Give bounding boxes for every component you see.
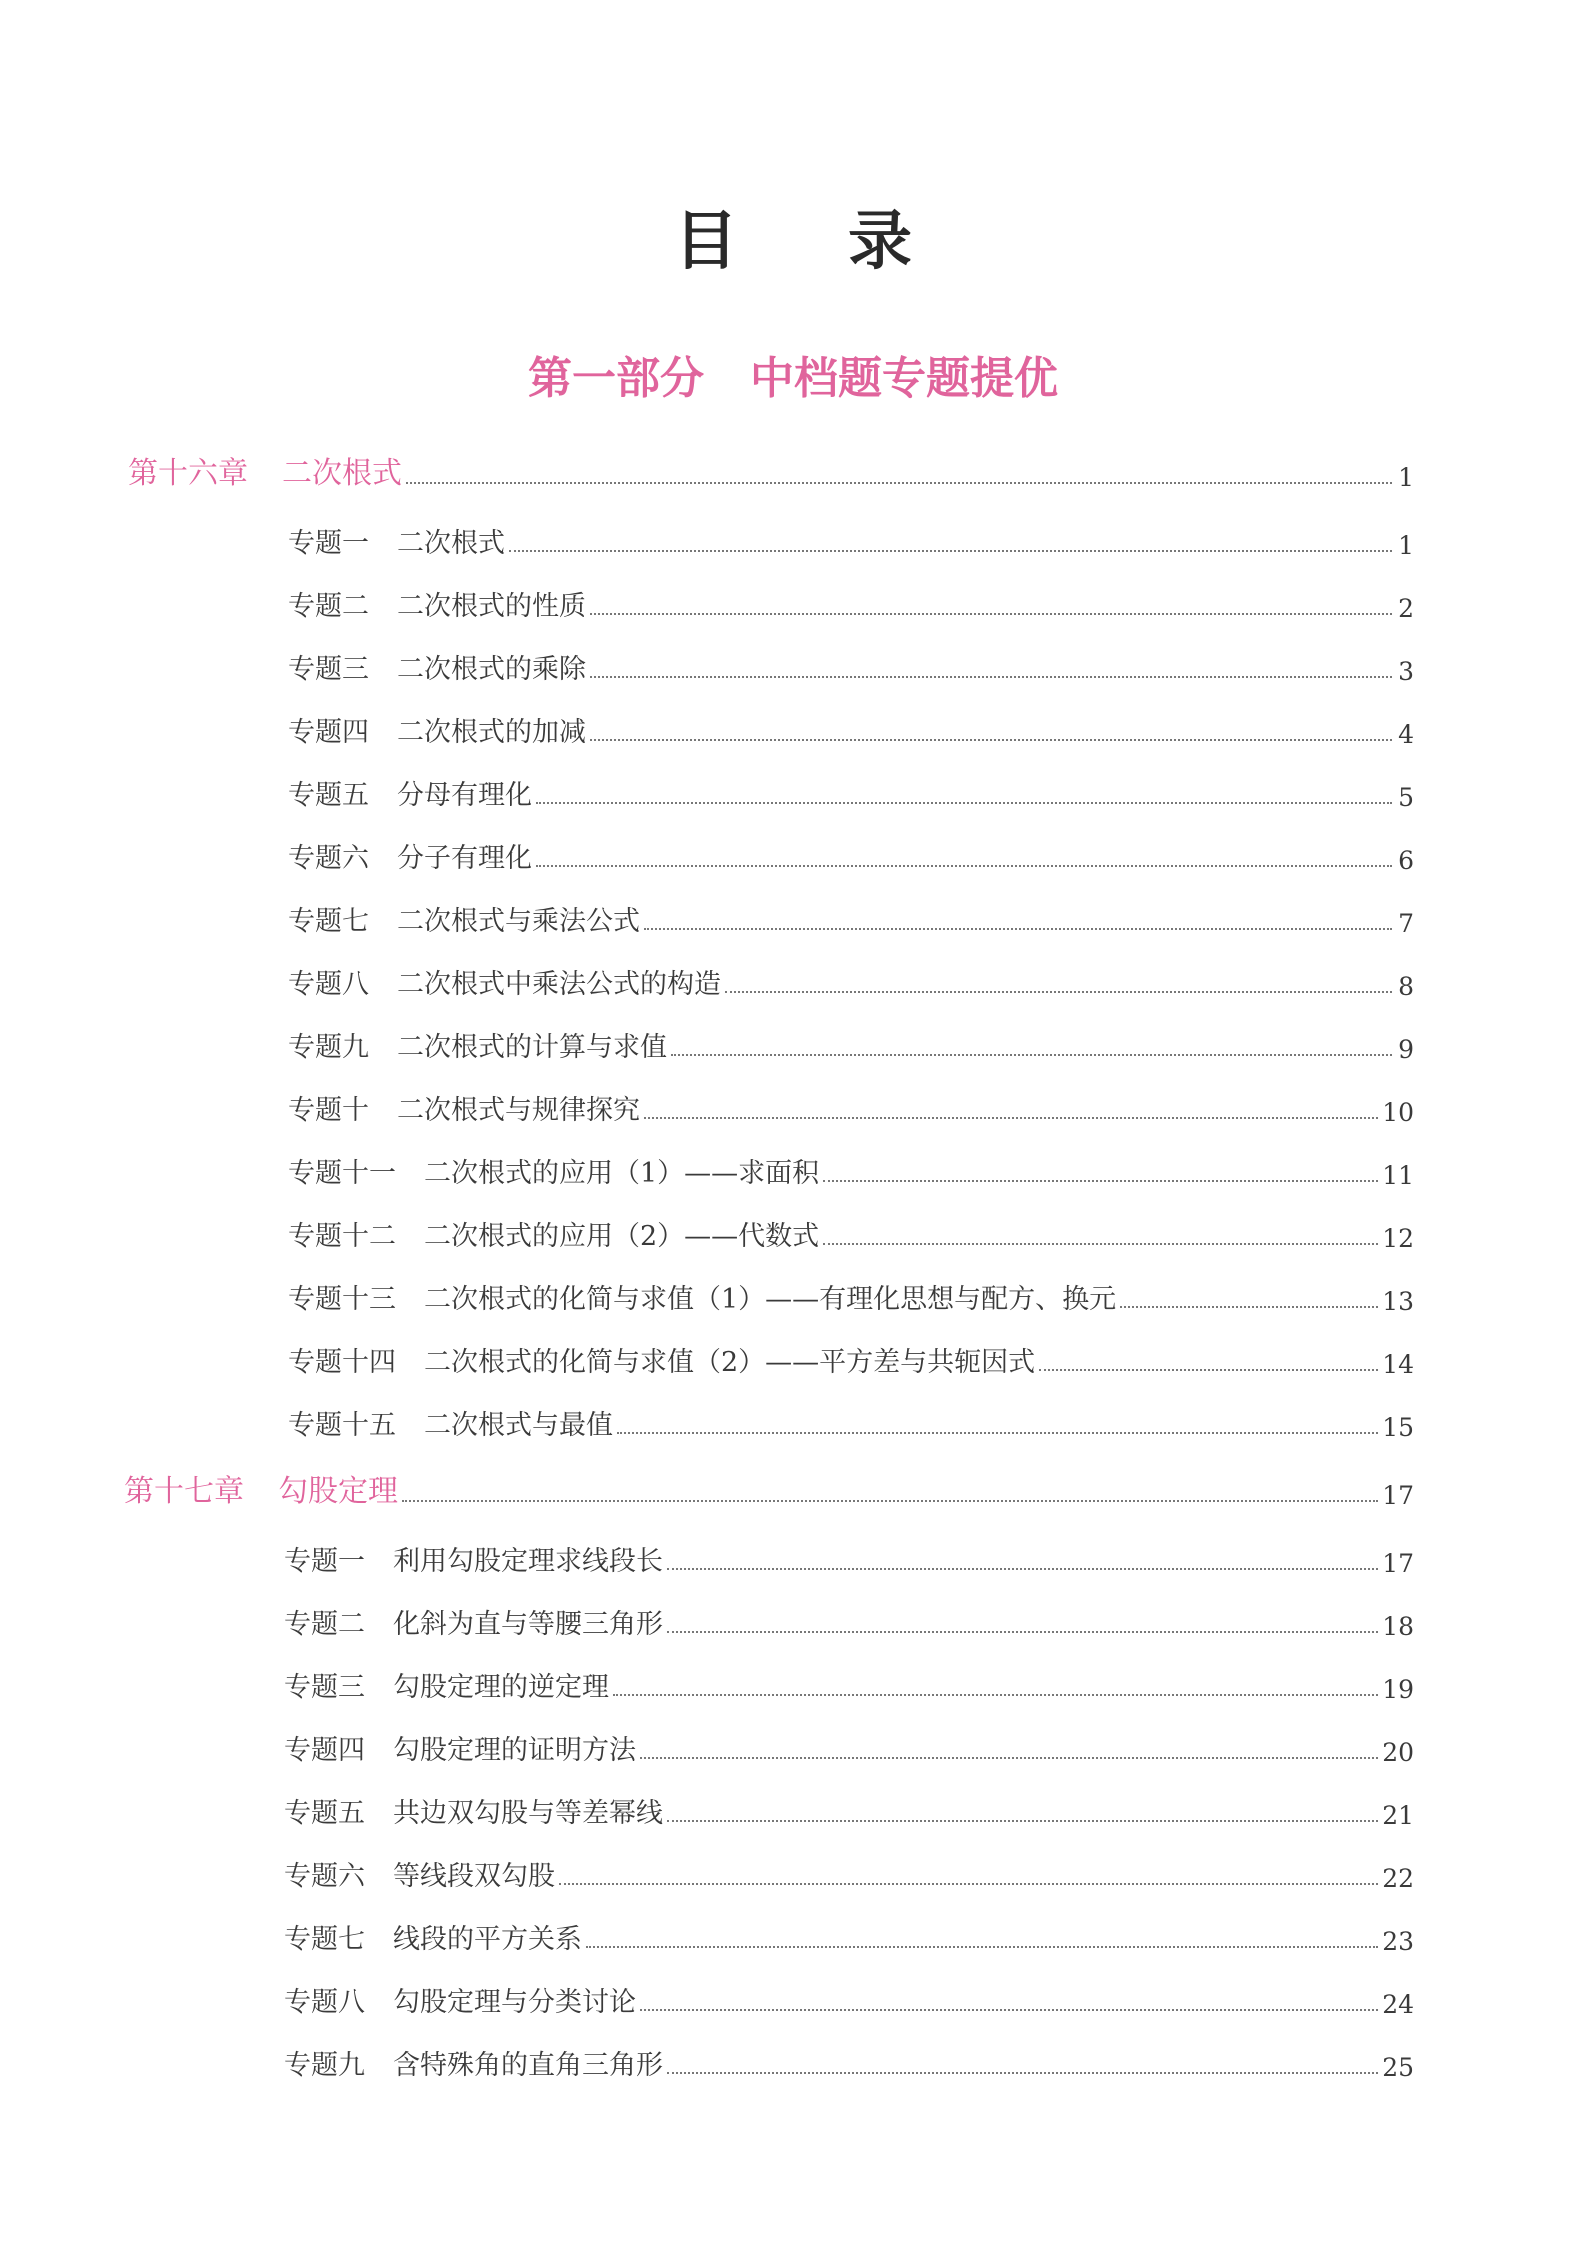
page-title-char-1: 目 [674,204,738,279]
dot-leader [536,802,1392,804]
topic-title: 二次根式的应用（2）——代数式 [424,1221,820,1252]
topic-label: 专题一 [288,528,369,559]
toc-entry[interactable] [284,1790,1414,1830]
topic-title: 利用勾股定理求线段长 [393,1546,663,1577]
topic-title: 勾股定理的证明方法 [393,1735,636,1766]
topic-label: 专题十二 [288,1221,396,1252]
toc-chapter-17[interactable] [124,1470,1414,1510]
page-number: 1 [1398,463,1414,492]
dot-leader [536,865,1392,867]
topic-title: 二次根式的应用（1）——求面积 [424,1158,820,1189]
toc-entry[interactable] [288,1024,1414,1064]
topic-title: 二次根式与规律探究 [397,1095,640,1126]
topic-label: 专题九 [284,2050,365,2081]
topic-label: 专题七 [288,906,369,937]
page-number: 17 [1382,1549,1414,1578]
topic-label: 专题十五 [288,1410,396,1441]
topic-title: 分子有理化 [397,843,532,874]
page-number: 13 [1382,1287,1414,1316]
topic-title: 二次根式与最值 [424,1410,613,1441]
dot-leader [644,1117,1378,1119]
part-title [0,342,1586,406]
toc-chapter-16[interactable] [128,452,1414,492]
page-number: 10 [1382,1098,1414,1127]
dot-leader [667,1568,1378,1570]
topic-label: 专题十一 [288,1158,396,1189]
part-label: 第一部分 [528,353,704,404]
topic-label: 专题一 [284,1546,365,1577]
page-title [0,190,1586,282]
toc-entry[interactable] [288,1402,1414,1442]
topic-title: 共边双勾股与等差幂线 [393,1798,663,1829]
topic-label: 专题八 [284,1987,365,2018]
topic-label: 专题十四 [288,1347,396,1378]
topic-label: 专题二 [288,591,369,622]
dot-leader [617,1432,1378,1434]
dot-leader [402,1500,1378,1502]
toc-entry[interactable] [288,646,1414,686]
dot-leader [644,928,1392,930]
topic-title: 化斜为直与等腰三角形 [393,1609,663,1640]
page-number: 21 [1382,1801,1414,1830]
page-number: 11 [1382,1161,1414,1190]
topic-label: 专题四 [284,1735,365,1766]
topic-label: 专题三 [284,1672,365,1703]
toc-entry[interactable] [288,583,1414,623]
toc-entry[interactable] [284,1916,1414,1956]
topic-label: 专题十 [288,1095,369,1126]
page-number: 1 [1398,531,1414,560]
topic-label: 专题十三 [288,1284,396,1315]
topic-title: 分母有理化 [397,780,532,811]
topic-label: 专题六 [288,843,369,874]
toc-entry[interactable] [288,1150,1414,1190]
page-number: 22 [1382,1864,1414,1893]
toc-entry[interactable] [288,898,1414,938]
dot-leader [667,1631,1378,1633]
dot-leader [1120,1306,1378,1308]
page-number: 18 [1382,1612,1414,1641]
page-number: 14 [1382,1350,1414,1379]
page-number: 9 [1398,1035,1414,1064]
dot-leader [590,613,1392,615]
page-number: 17 [1382,1481,1414,1510]
dot-leader [406,482,1392,484]
chapter-label: 第十七章 [124,1474,244,1509]
dot-leader [590,676,1392,678]
dot-leader [725,991,1392,993]
page-number: 24 [1382,1990,1414,2019]
topic-label: 专题九 [288,1032,369,1063]
toc-entry[interactable] [288,1087,1414,1127]
topic-title: 二次根式中乘法公式的构造 [397,969,721,1000]
page-number: 20 [1382,1738,1414,1767]
topic-title: 二次根式的乘除 [397,654,586,685]
chapter-title: 勾股定理 [278,1474,398,1509]
page-number: 25 [1382,2053,1414,2082]
dot-leader [559,1883,1378,1885]
page-number: 12 [1382,1224,1414,1253]
toc-entry[interactable] [284,1853,1414,1893]
topic-label: 专题六 [284,1861,365,1892]
topic-label: 专题三 [288,654,369,685]
toc-entry[interactable] [288,709,1414,749]
page-number: 3 [1398,657,1414,686]
page-number: 4 [1398,720,1414,749]
topic-label: 专题四 [288,717,369,748]
topic-title: 含特殊角的直角三角形 [393,2050,663,2081]
topic-title: 二次根式的化简与求值（1）——有理化思想与配方、换元 [424,1284,1117,1315]
toc-entry[interactable] [288,1213,1414,1253]
part-name: 中档题专题提优 [750,353,1058,404]
dot-leader [640,1757,1378,1759]
toc-entry[interactable] [288,1339,1414,1379]
dot-leader [823,1180,1378,1182]
topic-title: 二次根式的化简与求值（2）——平方差与共轭因式 [424,1347,1036,1378]
page-number: 19 [1382,1675,1414,1704]
toc-entry[interactable] [284,1538,1414,1578]
page-number: 23 [1382,1927,1414,1956]
toc-entry[interactable] [284,1664,1414,1704]
page-number: 7 [1398,909,1414,938]
topic-label: 专题七 [284,1924,365,1955]
chapter-title: 二次根式 [282,456,402,491]
dot-leader [590,739,1392,741]
dot-leader [671,1054,1392,1056]
topic-label: 专题五 [284,1798,365,1829]
toc-entry[interactable] [288,772,1414,812]
topic-title: 二次根式与乘法公式 [397,906,640,937]
topic-title: 二次根式 [397,528,505,559]
dot-leader [667,1820,1378,1822]
page-title-char-2: 录 [848,204,912,279]
toc-entry[interactable] [288,835,1414,875]
topic-title: 线段的平方关系 [393,1924,582,1955]
dot-leader [823,1243,1378,1245]
topic-label: 专题五 [288,780,369,811]
toc-entry[interactable] [288,961,1414,1001]
topic-title: 二次根式的计算与求值 [397,1032,667,1063]
topic-title: 二次根式的性质 [397,591,586,622]
toc-entry[interactable] [284,1601,1414,1641]
toc-entry[interactable] [288,520,1414,560]
topic-title: 勾股定理与分类讨论 [393,1987,636,2018]
dot-leader [613,1694,1378,1696]
dot-leader [509,550,1392,552]
page-number: 5 [1398,783,1414,812]
dot-leader [640,2009,1378,2011]
dot-leader [586,1946,1378,1948]
chapter-label: 第十六章 [128,456,248,491]
toc-entry[interactable] [284,2042,1414,2082]
topic-label: 专题二 [284,1609,365,1640]
page-number: 8 [1398,972,1414,1001]
dot-leader [667,2072,1378,2074]
topic-title: 二次根式的加减 [397,717,586,748]
topic-title: 勾股定理的逆定理 [393,1672,609,1703]
dot-leader [1039,1369,1378,1371]
page-number: 2 [1398,594,1414,623]
topic-title: 等线段双勾股 [393,1861,555,1892]
toc-entry[interactable] [284,1979,1414,2019]
page-number: 15 [1382,1413,1414,1442]
toc-entry[interactable] [288,1276,1414,1316]
topic-label: 专题八 [288,969,369,1000]
toc-entry[interactable] [284,1727,1414,1767]
page-number: 6 [1398,846,1414,875]
